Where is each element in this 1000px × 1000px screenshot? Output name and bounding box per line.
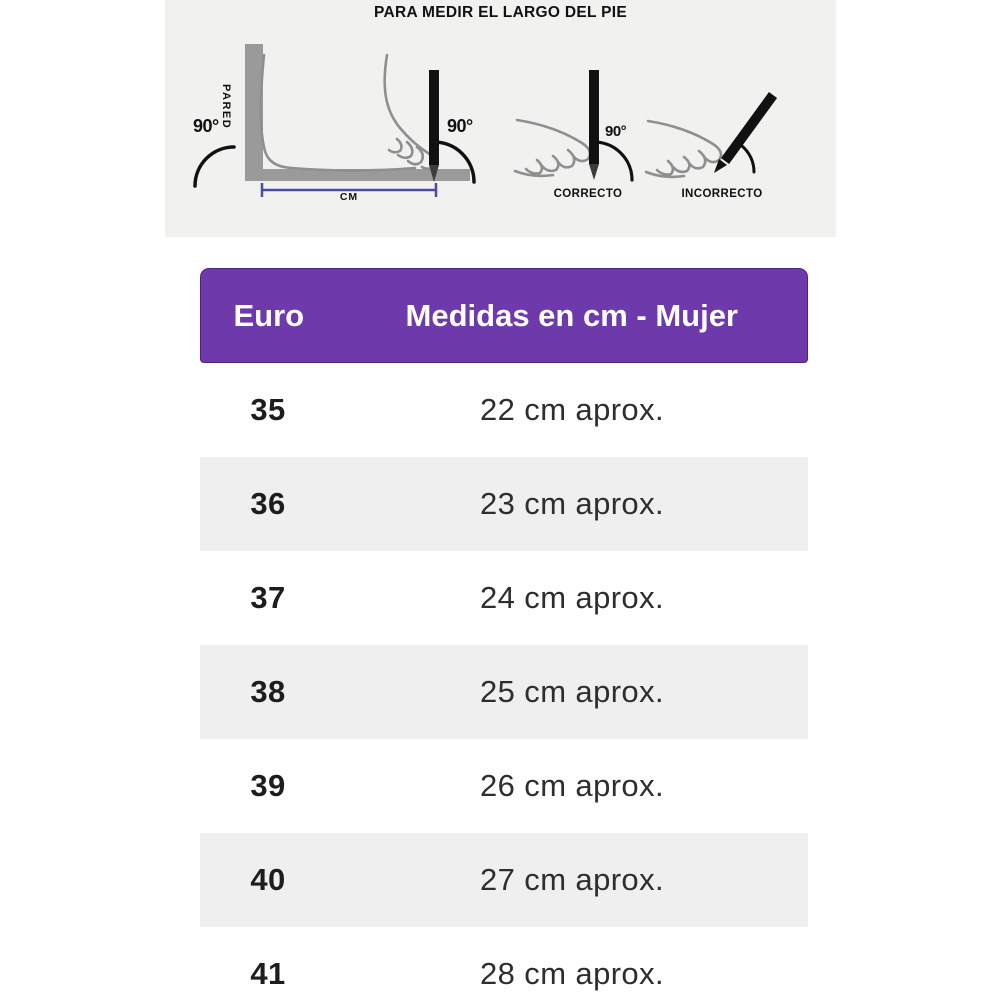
table-row bbox=[200, 363, 808, 457]
column-header-medidas: Medidas en cm - Mujer bbox=[405, 297, 738, 333]
incorrect-grip-illustration bbox=[646, 95, 773, 177]
size-cell: 36 bbox=[250, 486, 286, 521]
measure-cell: 25 cm aprox. bbox=[480, 674, 664, 709]
size-cell: 35 bbox=[250, 392, 286, 427]
correct-label: CORRECTO bbox=[553, 188, 623, 200]
measure-cell: 26 cm aprox. bbox=[480, 768, 664, 803]
measure-cell: 28 cm aprox. bbox=[480, 956, 664, 991]
size-cell: 37 bbox=[250, 580, 286, 615]
table-row bbox=[200, 739, 808, 833]
size-cell: 39 bbox=[250, 768, 286, 803]
measure-cell: 24 cm aprox. bbox=[480, 580, 664, 615]
measure-cell: 27 cm aprox. bbox=[480, 862, 664, 897]
table-header bbox=[200, 268, 808, 363]
size-cell: 40 bbox=[250, 862, 286, 897]
table-row bbox=[200, 645, 808, 739]
angle-label-right: 90° bbox=[447, 116, 473, 136]
angle-label-left: 90° bbox=[193, 116, 219, 136]
cm-label: CM bbox=[339, 191, 359, 203]
angle-label-correct: 90° bbox=[605, 123, 627, 140]
size-cell: 38 bbox=[250, 674, 286, 709]
measure-cell: 22 cm aprox. bbox=[480, 392, 664, 427]
table-row bbox=[200, 457, 808, 551]
table-row bbox=[200, 927, 808, 1000]
measurement-diagram bbox=[165, 0, 836, 237]
diagram-title: PARA MEDIR EL LARGO DEL PIE bbox=[374, 4, 627, 21]
column-header-euro: Euro bbox=[233, 297, 305, 333]
foot-outline bbox=[261, 55, 434, 171]
wall-label: PARED bbox=[220, 84, 232, 130]
table-body bbox=[200, 363, 808, 1000]
foot-measurement-illustration bbox=[165, 0, 836, 237]
size-table bbox=[200, 268, 808, 1000]
table-row bbox=[200, 833, 808, 927]
incorrect-label: INCORRECTO bbox=[681, 188, 763, 200]
table-row bbox=[200, 551, 808, 645]
pencil-icon bbox=[429, 70, 439, 182]
measure-cell: 23 cm aprox. bbox=[480, 486, 664, 521]
size-cell: 41 bbox=[250, 956, 286, 991]
